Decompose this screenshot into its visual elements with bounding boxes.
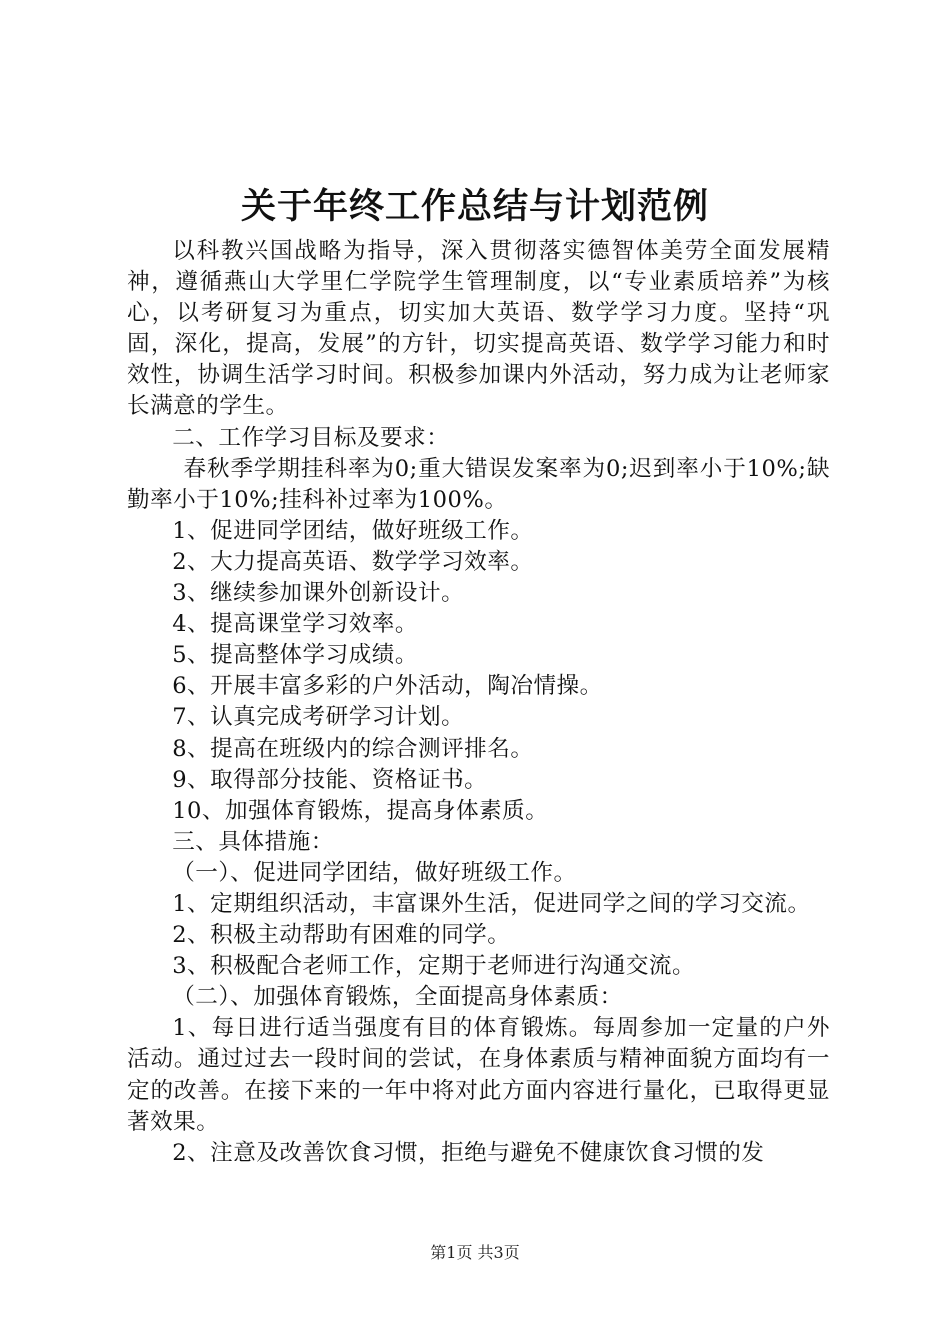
paragraph-intro: 以科教兴国战略为指导，深入贯彻落实德智体美劳全面发展精神，遵循燕山大学里仁学院学生管理制度，以“专业素质培养”为核心，以考研复习为重点，切实加大英语、数学学习力度。坚持“巩固，深化，提高，发展”的方针，切实提高英语、数学学习能力和时效性，协调生活学习时间。积极参加课内外活动，努力成为让老师家长满意的学生。 [127, 238, 830, 420]
document-title: 关于年终工作总结与计划范例 [240, 187, 709, 227]
list-item: 7、认真完成考研学习计划。 [172, 704, 465, 731]
list-item: 3、积极配合老师工作，定期于老师进行沟通交流。 [172, 953, 696, 980]
list-item: 5、提高整体学习成绩。 [172, 642, 418, 669]
list-item: 2、注意及改善饮食习惯，拒绝与避免不健康饮食习惯的发 [172, 1139, 765, 1166]
document-body [127, 236, 830, 1169]
section-heading-goals: 二、工作学习目标及要求： [172, 424, 450, 451]
list-item: 9、取得部分技能、资格证书。 [172, 766, 488, 793]
list-item: 1、定期组织活动，丰富课外生活，促进同学之间的学习交流。 [172, 890, 811, 917]
list-item: 1、促进同学团结，做好班级工作。 [172, 517, 534, 544]
list-item: 2、积极主动帮助有困难的同学。 [172, 922, 511, 949]
section-heading-measures: 三、具体措施： [172, 828, 334, 855]
page-footer: 第1页 共3页 [430, 1243, 520, 1262]
list-item: 1、每日进行适当强度有目的体育锻炼。每周参加一定量的户外活动。通过过去一段时间的尝试，在身体素质与精神面貌方面均有一定的改善。在接下来的一年中将对此方面内容进行量化，已取得更显著效果。 [127, 1015, 830, 1135]
list-item: 2、大力提高英语、数学学习效率。 [172, 548, 534, 575]
list-item: 10、加强体育锻炼，提高身体素质。 [172, 797, 549, 824]
list-item: 8、提高在班级内的综合测评排名。 [172, 735, 534, 762]
paragraph-targets: 春秋季学期挂科率为0;重大错误发案率为0;迟到率小于10%;缺勤率小于10%;挂科补过率为100%。 [127, 455, 830, 513]
subsection-heading: （一）、促进同学团结，做好班级工作。 [172, 859, 577, 886]
list-item: 3、继续参加课外创新设计。 [172, 580, 465, 607]
list-item: 6、开展丰富多彩的户外活动，陶冶情操。 [172, 673, 603, 700]
subsection-heading: （二）、加强体育锻炼，全面提高身体素质： [172, 984, 623, 1011]
list-item: 4、提高课堂学习效率。 [172, 611, 418, 638]
